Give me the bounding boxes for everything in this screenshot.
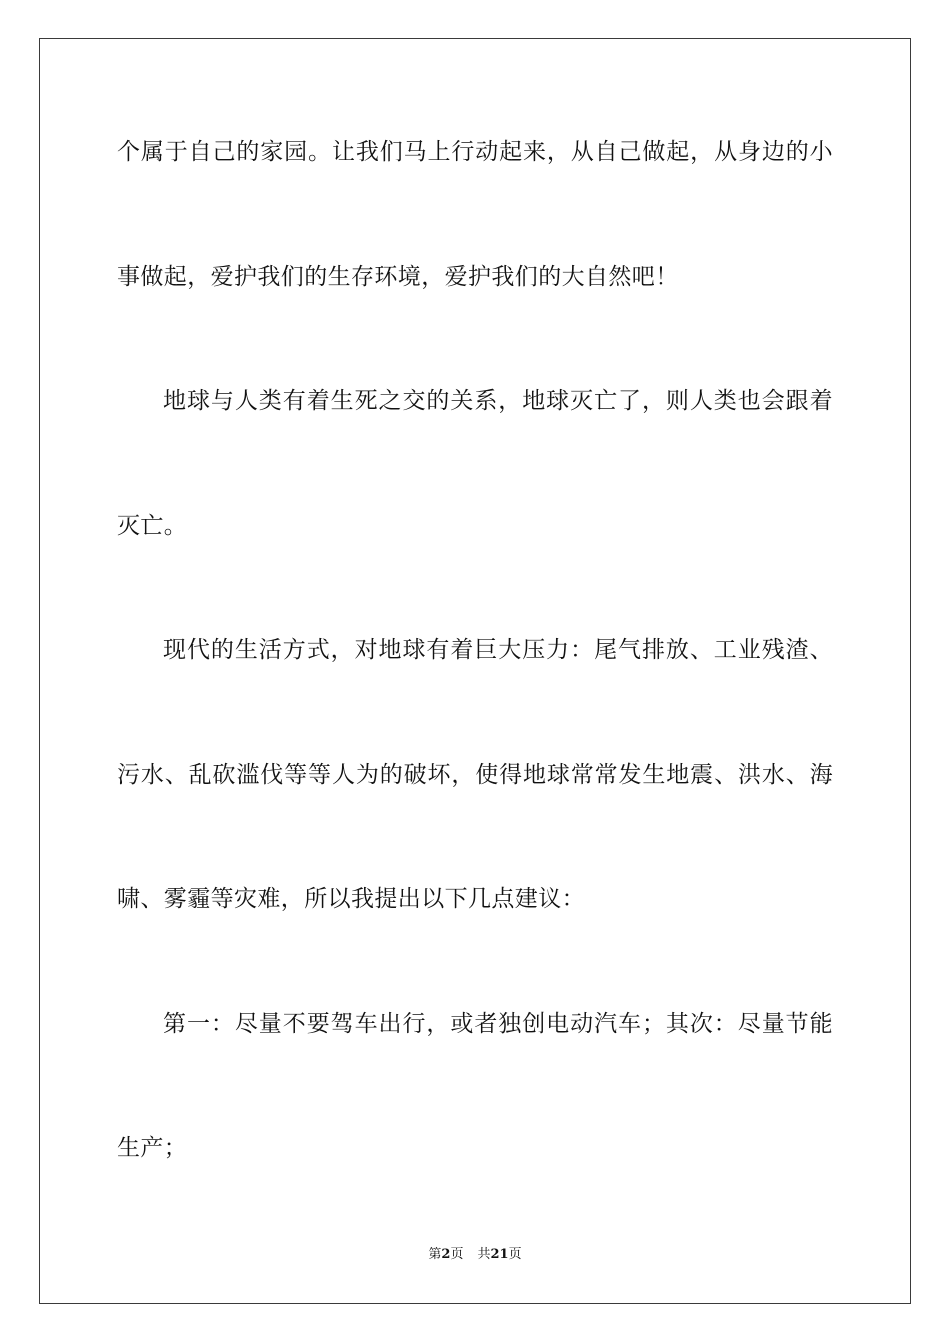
total-suffix: 页 (508, 1247, 522, 1262)
paragraph-2-line-2: 灭亡。 (117, 513, 188, 539)
paragraph-3-line-2: 污水、乱砍滥伐等等人为的破坏，使得地球常常发生地震、洪水、海 (117, 762, 833, 788)
total-prefix: 共 (477, 1247, 491, 1262)
paragraph-3-line-1: 现代的生活方式，对地球有着巨大压力：尾气排放、工业残渣、 (163, 637, 833, 663)
paragraph-4-line-1: 第一：尽量不要驾车出行，或者独创电动汽车；其次：尽量节能 (163, 1011, 833, 1037)
body-line-1: 个属于自己的家园。让我们马上行动起来，从自己做起，从身边的小 (117, 139, 833, 165)
page-suffix: 页 (450, 1247, 464, 1262)
paragraph-4-line-2: 生产； (117, 1135, 188, 1161)
total-pages: 21 (490, 1247, 509, 1262)
page-border (39, 38, 911, 1304)
paragraph-2-line-1: 地球与人类有着生死之交的关系，地球灭亡了，则人类也会跟着 (163, 388, 833, 414)
page-prefix: 第 (428, 1247, 442, 1262)
body-line-2: 事做起，爱护我们的生存环境，爱护我们的大自然吧！ (117, 264, 679, 290)
paragraph-3-line-3: 啸、雾霾等灾难，所以我提出以下几点建议： (117, 886, 585, 912)
page-number: 2 (441, 1247, 451, 1262)
page-footer (0, 1247, 950, 1263)
